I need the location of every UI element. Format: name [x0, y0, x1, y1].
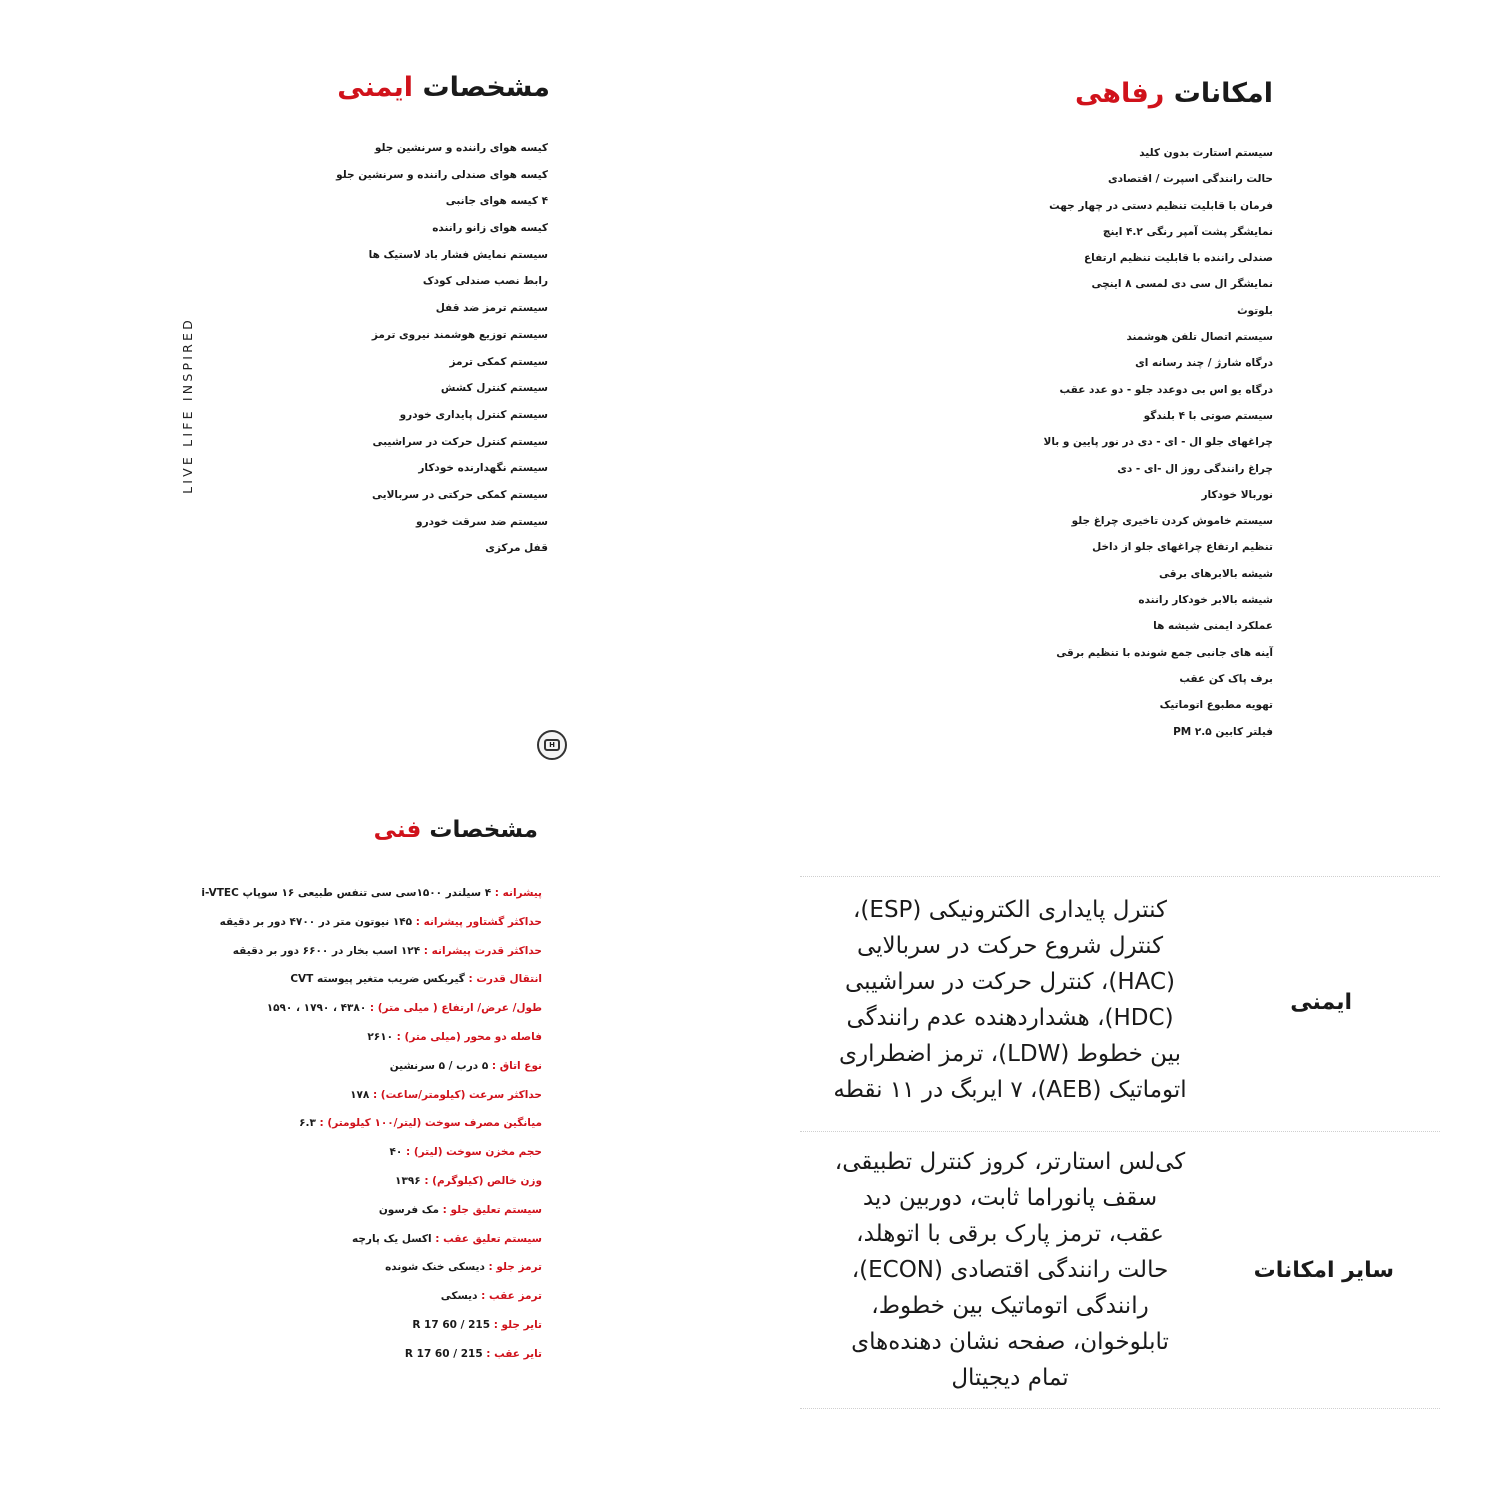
brand-slogan-main: LIVE LIFE: [179, 401, 195, 494]
list-item: سیستم استارت بدون کلید: [1139, 147, 1273, 159]
spec-row: [201, 1347, 542, 1376]
safety-title-accent: ایمنی: [337, 72, 414, 103]
description-line: بین خطوط (LDW)، ترمز اضطراری: [838, 1041, 1182, 1067]
spec-key: وزن خالص (کیلوگرم) :: [424, 1174, 542, 1187]
spec-row: [201, 1289, 542, 1318]
spec-row: [201, 944, 542, 973]
list-item: سیستم کنترل حرکت در سراشیبی: [372, 435, 548, 448]
table-row-description-other: [820, 1144, 1200, 1396]
list-item: سیستم نمایش فشار باد لاستیک ها: [368, 248, 548, 261]
comfort-title-prefix: امکانات: [1173, 78, 1273, 109]
spec-value: ۴۳۸۰ ، ۱۷۹۰ ، ۱۵۹۰: [266, 1002, 370, 1015]
spec-value: دیسکی: [440, 1290, 482, 1303]
list-item: سیستم کمکی حرکتی در سربالایی: [372, 488, 548, 501]
spec-key: حداکثر قدرت پیشرانه :: [423, 944, 542, 957]
technical-list: [201, 886, 542, 1376]
spec-row: [201, 915, 542, 944]
spec-key: ترمز جلو :: [488, 1261, 542, 1274]
spec-row: [201, 1059, 542, 1088]
table-row-description-safety: [820, 892, 1200, 1108]
spec-row: [201, 1001, 542, 1030]
description-line: حالت رانندگی اقتصادی (ECON)،: [851, 1257, 1169, 1283]
brand-logo-mark: H: [544, 739, 560, 751]
spec-key: انتقال قدرت :: [468, 973, 542, 986]
technical-title-accent: فنی: [373, 817, 422, 843]
list-item: صندلی راننده با قابلیت تنظیم ارتفاع: [1083, 252, 1273, 265]
spec-key: حداکثر سرعت (کیلومتر/ساعت) :: [372, 1088, 542, 1101]
spec-row: [201, 1116, 542, 1145]
safety-title: [337, 72, 550, 103]
description-line: کنترل شروع حرکت در سربالایی: [856, 933, 1164, 959]
table-divider-top: [800, 876, 1440, 877]
list-item: رابط نصب صندلی کودک: [422, 275, 548, 288]
spec-row: [201, 1088, 542, 1117]
list-item: سیستم ترمز ضد قفل: [435, 302, 548, 315]
list-item: ۴ کیسه هوای جانبی: [445, 195, 548, 208]
list-item: کیسه هوای زانو راننده: [432, 222, 548, 235]
spec-value: ۶.۳: [299, 1117, 320, 1130]
table-divider-bottom: [800, 1408, 1440, 1409]
table-row-label-safety: ایمنی: [1290, 990, 1352, 1015]
description-line: سقف پانوراما ثابت، دوربین دید: [862, 1185, 1158, 1211]
spec-row: [201, 1260, 542, 1289]
description-line: رانندگی اتوماتیک بین خطوط،: [871, 1293, 1149, 1319]
spec-value: ۵ درب / ۵ سرنشین: [389, 1059, 492, 1072]
list-item: بلوتوث: [1237, 304, 1273, 317]
spec-row: [201, 972, 542, 1001]
list-item: شیشه بالابرهای برقی: [1159, 567, 1273, 580]
list-item: سیستم نگهدارنده خودکار: [418, 462, 548, 475]
list-item: چراغهای جلو ال - ای - دی در نور پایین و بالا: [1043, 436, 1273, 449]
list-item: فرمان با قابلیت تنظیم دستی در چهار جهت: [1049, 199, 1273, 212]
list-item: نمایشگر پشت آمپر رنگی ۴.۲ اینچ: [1102, 225, 1273, 238]
spec-key: پیشرانه :: [494, 887, 542, 899]
technical-title-prefix: مشخصات: [429, 817, 538, 843]
list-item: سیستم کنترل کشش: [440, 382, 548, 395]
spec-key: نوع اتاق :: [491, 1059, 542, 1072]
spec-value: ۲۶۱۰: [367, 1030, 397, 1043]
spec-key: فاصله دو محور (میلی متر) :: [396, 1030, 542, 1043]
table-divider-middle: [800, 1131, 1440, 1132]
spec-value: ۱۲۴ اسب بخار در ۶۶۰۰ دور بر دقیقه: [232, 944, 424, 957]
spec-row: [201, 886, 542, 915]
list-item: سیستم اتصال تلفن هوشمند: [1126, 331, 1273, 344]
spec-value: ۱۷۸: [350, 1088, 373, 1101]
spec-key: ترمز عقب :: [481, 1290, 542, 1303]
description-line: تمام دیجیتال: [951, 1365, 1069, 1391]
spec-value: ۱۴۵ نیوتون متر در ۴۷۰۰ دور بر دقیقه: [219, 915, 416, 928]
spec-row: [201, 1174, 542, 1203]
table-row-label-other: سایر امکانات: [1253, 1258, 1394, 1283]
description-line: اتوماتیک (AEB)، ۷ ایربگ در ۱۱ نقطه: [833, 1077, 1187, 1103]
spec-key: تایر جلو :: [493, 1318, 542, 1331]
list-item: برف پاک کن عقب: [1179, 672, 1273, 685]
description-line: کی‌لس استارتر، کروز کنترل تطبیقی،: [834, 1149, 1186, 1175]
spec-value: اکسل یک پارچه: [351, 1232, 436, 1245]
list-item: نوربالا خودکار: [1201, 488, 1273, 501]
list-item: کیسه هوای راننده و سرنشین جلو: [374, 142, 548, 154]
description-line: (HDC)، هشداردهنده عدم رانندگی: [846, 1005, 1174, 1031]
brand-slogan-accent: INSPIRED: [179, 317, 195, 402]
spec-row: [201, 1203, 542, 1232]
list-item: سیستم توزیع هوشمند نیروی ترمز: [371, 328, 548, 341]
list-item: کیسه هوای صندلی راننده و سرنشین جلو: [336, 168, 548, 181]
brand-slogan: [178, 298, 196, 513]
list-item: سیستم صوتی با ۴ بلندگو: [1143, 409, 1273, 422]
comfort-title: [1075, 78, 1273, 109]
list-item: تهویه مطبوع اتوماتیک: [1159, 699, 1273, 712]
spec-value: 215 / 60 R 17: [404, 1347, 487, 1360]
spec-value: گیربکس ضریب متغیر پیوسته CVT: [290, 973, 469, 986]
spec-key: سیستم تعلیق عقب :: [435, 1232, 542, 1245]
safety-list: [336, 141, 548, 568]
description-line: تابلوخوان، صفحه نشان دهنده‌های: [851, 1329, 1169, 1355]
spec-value: مک فرسون: [378, 1203, 443, 1216]
spec-key: طول/ عرض/ ارتفاع ( میلی متر) :: [369, 1002, 542, 1015]
spec-value: ۴ سیلندر ۱۵۰۰سی سی تنفس طبیعی ۱۶ سوپاپ i-VTEC: [201, 887, 495, 899]
spec-row: [201, 1030, 542, 1059]
list-item: نمایشگر ال سی دی لمسی ۸ اینچی: [1091, 278, 1273, 291]
description-line: کنترل پایداری الکترونیکی (ESP)،: [853, 897, 1167, 923]
list-item: عملکرد ایمنی شیشه ها: [1153, 620, 1273, 633]
list-item: سیستم کمکی ترمز: [449, 355, 548, 368]
list-item: قفل مرکزی: [485, 542, 548, 555]
list-item: سیستم ضد سرقت خودرو: [416, 515, 548, 528]
list-item: آینه های جانبی جمع شونده با تنظیم برقی: [1056, 646, 1273, 659]
comfort-list: [1044, 146, 1273, 751]
list-item: حالت رانندگی اسپرت / اقتصادی: [1107, 173, 1273, 186]
features-table: [800, 868, 1440, 1413]
spec-key: تایر عقب :: [486, 1347, 542, 1360]
spec-value: 215 / 60 R 17: [412, 1318, 494, 1331]
description-line: عقب، ترمز پارک برقی با اتوهلد،: [856, 1221, 1164, 1247]
spec-row: [201, 1145, 542, 1174]
safety-title-prefix: مشخصات: [422, 72, 550, 103]
spec-key: سیستم تعلیق جلو :: [442, 1203, 542, 1216]
spec-key: حجم مخزن سوخت (لیتر) :: [406, 1146, 542, 1159]
list-item: تنظیم ارتفاع چراغهای جلو از داخل: [1092, 541, 1273, 554]
list-item: چراغ رانندگی روز ال -ای - دی: [1117, 462, 1273, 475]
technical-title: [374, 817, 538, 843]
spec-row: [201, 1232, 542, 1261]
spec-key: میانگین مصرف سوخت (لیتر/۱۰۰ کیلومتر) :: [319, 1117, 542, 1130]
list-item: درگاه شارژ / چند رسانه ای: [1135, 357, 1273, 370]
comfort-title-accent: رفاهی: [1074, 78, 1165, 109]
spec-row: [201, 1318, 542, 1347]
spec-value: ۱۳۹۶: [395, 1174, 425, 1187]
spec-value: ۴۰: [389, 1146, 406, 1159]
list-item: درگاه یو اس بی دوعدد جلو - دو عدد عقب: [1059, 383, 1273, 396]
list-item: سیستم کنترل پایداری خودرو: [399, 408, 548, 421]
brand-logo-icon: [537, 730, 567, 760]
spec-value: دیسکی خنک شونده: [385, 1261, 489, 1274]
description-line: (HAC)، کنترل حرکت در سراشیبی: [844, 969, 1175, 995]
list-item: فیلتر کابین PM ۲.۵: [1173, 725, 1273, 738]
spec-key: حداکثر گشتاور پیشرانه :: [415, 915, 542, 928]
list-item: سیستم خاموش کردن تاخیری چراغ جلو: [1071, 515, 1273, 528]
list-item: شیشه بالابر خودکار راننده: [1138, 594, 1273, 607]
